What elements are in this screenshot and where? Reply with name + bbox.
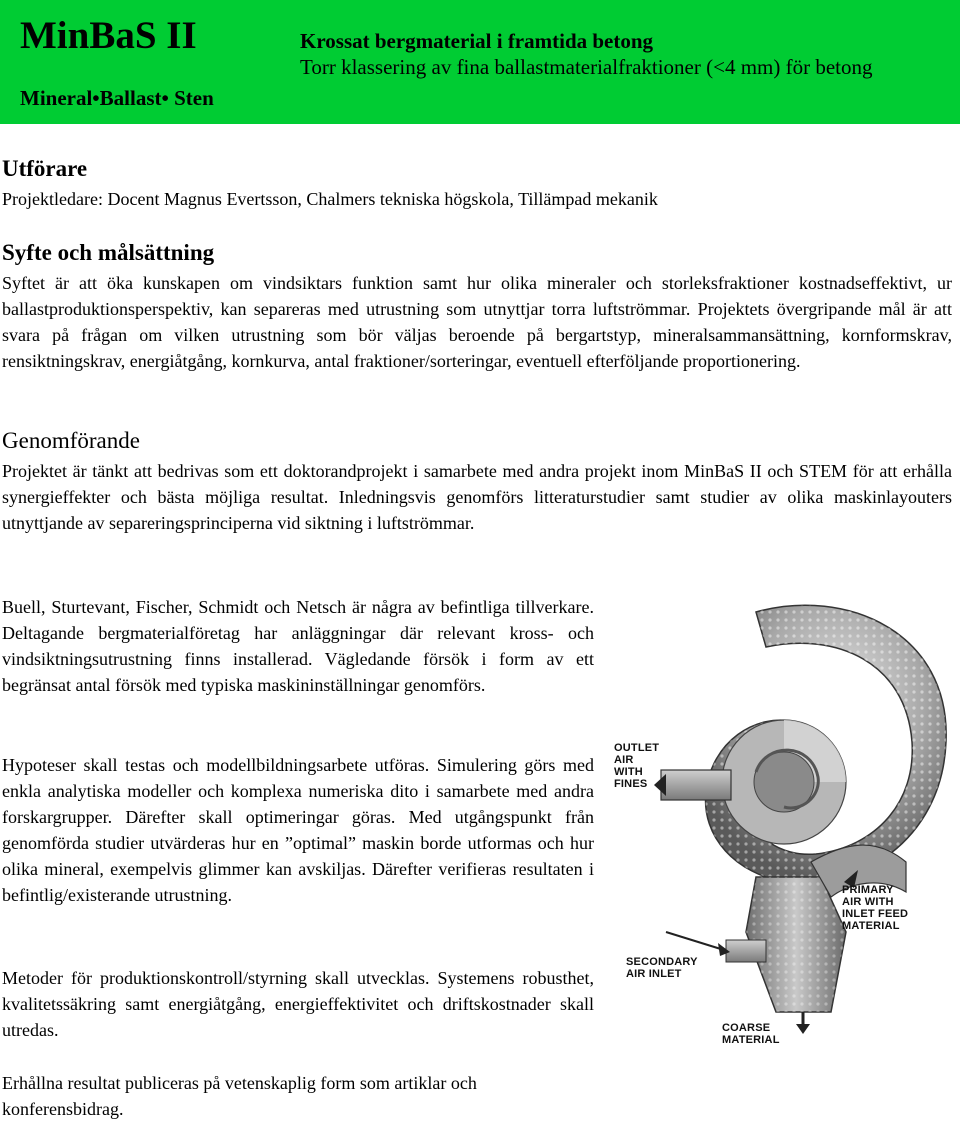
label-primary-air: PRIMARY AIR WITH INLET FEED MATERIAL: [842, 884, 909, 932]
heading-genomforande: Genomförande: [2, 428, 140, 453]
section-genomforande: [2, 428, 952, 536]
heading-syfte: Syfte och målsättning: [2, 240, 215, 265]
paragraph-hypoteser: Hypoteser skall testas och modellbildningsarbete utföras. Simulering görs med enkla analytiska modeller och komplexa numeriska dito i samarbete med andra forskargrupper. Därefter skall optimeringar göras. Med utgångspunkt från genomförda studier utvärderas hur en ”optimal” maskin borde utformas och hur olika mineral, exempelvis glimmer kan avskiljas. Därefter verifieras resultaten i befintlig/existerande utrustning.: [2, 755, 594, 905]
header-titles: [300, 28, 950, 80]
air-classifier-illustration: [606, 592, 958, 1052]
paragraph-resultat: Erhållna resultat publiceras på vetenskaplig form som artiklar och konferensbidrag.: [2, 1073, 477, 1119]
heading-utforare: Utförare: [2, 156, 88, 181]
paragraph-tillverkare: Buell, Sturtevant, Fischer, Schmidt och Netsch är några av befintliga tillverkare. Deltagande bergmaterialföretag har anläggningar där relevant kross- och vindsiktningsutrustning finns installerad. Vägledande försök i form av ett begränsat antal försök med typiska maskininställningar genomförs.: [2, 597, 594, 695]
paragraph-metoder: Metoder för produktionskontroll/styrning skall utvecklas. Systemens robusthet, kvalitetssäkring samt energiåtgång, energieffektivitet och driftskostnader skall utredas.: [2, 968, 594, 1040]
header-banner: [0, 0, 960, 124]
label-outlet-air: OUTLET AIR WITH FINES: [614, 742, 660, 790]
section-syfte: [2, 240, 952, 374]
text-syfte: Syftet är att öka kunskapen om vindsiktars funktion samt hur olika mineraler och storleksfraktioner kostnadseffektivt, ur ballastproduktionsperspektiv, kan separeras med utrustning som utnyttjar torra luftströmmar. Projektets övergripande mål är att svara på frågan om vilken utrustning som bör väljas beroende på bergartstyp, mineralsammansättning, kornformskrav, rensiktningskrav, energiåtgång, kornkurva, antal fraktioner/sorteringar, eventuell efterföljande proportionering.: [2, 273, 952, 371]
label-coarse-material: COARSE MATERIAL: [722, 1022, 780, 1046]
project-subtitle: Torr klassering av fina ballastmaterialfraktioner (<4 mm) för betong: [300, 55, 873, 79]
text-genomforande: Projektet är tänkt att bedrivas som ett doktorandprojekt i samarbete med andra projekt inom MinBaS II och STEM för att erhålla synergieffekter och bästa möjliga resultat. Inledningsvis genomförs litteraturstudier samt studier av olika maskinlayouters utnyttjande av separeringsprinciperna vid siktning i luftströmmar.: [2, 461, 952, 533]
label-secondary-air: SECONDARY AIR INLET: [626, 956, 698, 980]
section-utforare: [2, 156, 952, 212]
brand-block: [20, 14, 270, 112]
brand-title: MinBaS II: [20, 14, 197, 57]
brand-subtitle: Mineral•Ballast• Sten: [20, 86, 214, 110]
air-classifier-figure: [606, 592, 958, 1052]
text-utforare: Projektledare: Docent Magnus Evertsson, Chalmers tekniska högskola, Tillämpad mekanik: [2, 189, 658, 209]
project-title: Krossat bergmaterial i framtida betong: [300, 29, 654, 53]
